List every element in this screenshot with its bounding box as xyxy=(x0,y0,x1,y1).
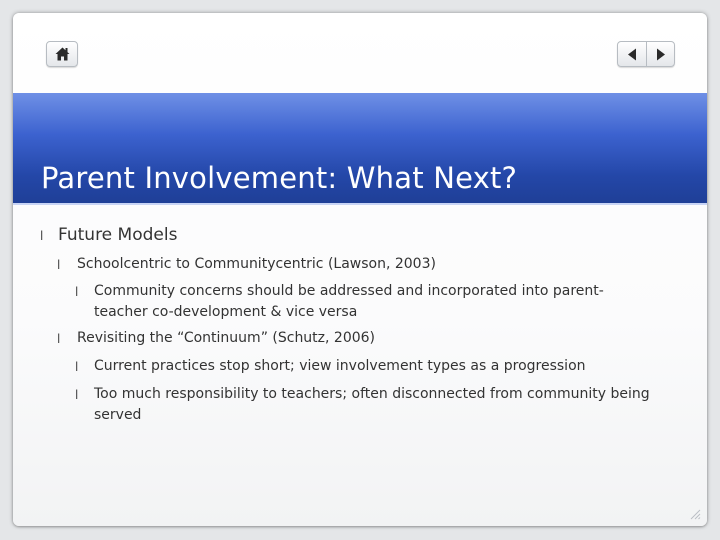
bullet-list xyxy=(13,13,707,526)
bullet-l-icon: l xyxy=(57,258,61,272)
bullet-text: Schoolcentric to Communitycentric (Lawson, 2003) xyxy=(77,256,436,272)
bullet-l-icon: l xyxy=(75,388,79,402)
slide-title: Parent Involvement: What Next? xyxy=(41,161,518,195)
slide xyxy=(13,13,707,526)
bullet-l-icon: l xyxy=(40,229,44,243)
bullet-l-icon: l xyxy=(57,332,61,346)
bullet-text-line-2: teacher co-development & vice versa xyxy=(94,304,358,320)
resize-grip-icon[interactable] xyxy=(689,508,701,520)
bullet-text: Revisiting the “Continuum” (Schutz, 2006) xyxy=(77,330,376,346)
bullet-text: Current practices stop short; view involvement types as a progression xyxy=(94,358,586,374)
bullet-text-line-1: Too much responsibility to teachers; often disconnected from community being xyxy=(94,386,650,402)
bullet-text: Future Models xyxy=(58,225,178,245)
bullet-text-line-2: served xyxy=(94,407,142,423)
bullet-text-line-1: Community concerns should be addressed and incorporated into parent- xyxy=(94,283,604,299)
bullet-l-icon: l xyxy=(75,360,79,374)
bullet-l-icon: l xyxy=(75,285,79,299)
